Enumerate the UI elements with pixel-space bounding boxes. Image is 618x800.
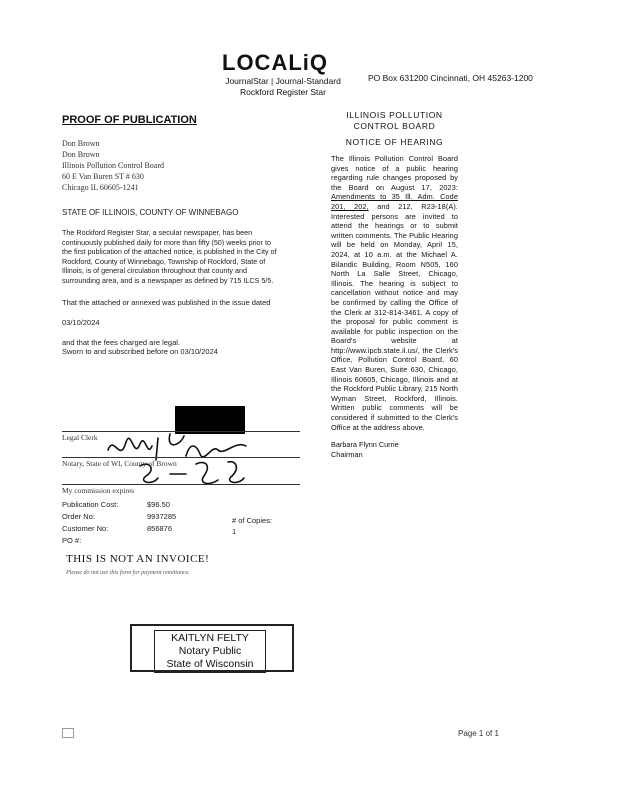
- order-no-value: 9937285: [147, 512, 177, 521]
- notary-label: Notary, State of WI, County of Brown: [62, 459, 177, 468]
- po-box-address: PO Box 631200 Cincinnati, OH 45263-1200: [368, 73, 533, 83]
- clerk-signature-line: [62, 431, 300, 432]
- addressee-line: 60 E Van Buren ST # 630: [62, 172, 144, 181]
- notary-stamp-name: KAITLYN FELTY: [171, 632, 249, 644]
- addressee-block: [62, 138, 164, 193]
- notice-body-part-1: The Illinois Pollution Control Board gives notice of a public hearing regarding rule changes proposed by the Board on August 17, 2023:: [331, 154, 458, 192]
- copies-value: 1: [232, 527, 237, 536]
- company-logo: LOCALiQ: [222, 50, 328, 75]
- document-icon: [62, 728, 74, 738]
- copies-label: # of Copies:: [232, 516, 273, 525]
- po-label: PO #:: [62, 536, 82, 545]
- publications-line-1: JournalStar | Journal-Standard: [225, 76, 341, 86]
- commission-line: [62, 484, 300, 485]
- publication-cost-value: $96.50: [147, 500, 170, 509]
- customer-no-value: 856876: [147, 524, 173, 533]
- addressee-line: Illinois Pollution Control Board: [62, 161, 165, 170]
- proof-title: PROOF OF PUBLICATION: [62, 114, 197, 126]
- notice-amendment-reference: Amendments to 35 Ill. Adm. Code 201, 202,: [331, 192, 458, 211]
- attached-statement: That the attached or annexed was published in the issue dated: [62, 298, 271, 307]
- notice-heading: NOTICE OF HEARING: [345, 137, 444, 147]
- addressee-line: Don Brown: [62, 150, 100, 159]
- notary-stamp-text: [154, 630, 266, 673]
- page-number: Page 1 of 1: [458, 729, 499, 738]
- sworn-statement: Sworn to and subscribed before on 03/10/2024: [62, 347, 218, 356]
- notary-stamp-state: State of Wisconsin: [166, 658, 254, 670]
- publication-cost-label: Publication Cost:: [62, 500, 119, 509]
- addressee-line: Chicago IL 60605-1241: [62, 183, 139, 192]
- notary-stamp: [130, 624, 294, 672]
- issue-date: 03/10/2024: [62, 318, 100, 327]
- notice-body-part-2: and 212, R23-18(A). Interested persons are invited to attend the hearings or to submit written comments. The Public Hearing will be held on Monday, April 15, 2024, at 10 a.m. at the Michael A. Bilandic Building, Room N505, 160 North La Salle Street, Chicago, Illinois. The hearing is subject to cancellation without notice and may be confirmed by calling the Office of the Clerk at 312-814-3461. A copy of the proposal for public comment is available for public inspection on the Board's website at http://www.ipcb.state.il.us/, the Clerk's Office, Pollution Control Board, 60 East Van Buren, Suite 630, Chicago, Illinois 60605, Chicago, Illinois and at the Rockford Public Library, 215 North Wyman Street, Rockford, Illinois. Written public comments will be considered if submitted to the Clerk's Office at the address above.: [331, 201, 458, 432]
- publications-line-2: Rockford Register Star: [240, 87, 326, 97]
- publication-names: [213, 76, 353, 98]
- commission-label: My commission expires: [62, 486, 135, 495]
- customer-no-label: Customer No:: [62, 524, 109, 533]
- order-no-label: Order No:: [62, 512, 95, 521]
- addressee-line: Don Brown: [62, 139, 100, 148]
- legal-clerk-label: Legal Clerk: [62, 433, 98, 442]
- signature-date: 3-7-27: [124, 480, 157, 491]
- notice-agency-line-1: ILLINOIS POLLUTION: [346, 110, 443, 120]
- affidavit-text: The Rockford Register Star, a secular newspaper, has been continuously published daily for more than fifty (50) weeks prior to the first publication of the attached notice, is published in the City of Rockford, County of Winnebago, Township of Rockford, State of Illinois, is of general circulation throughout that county and surrounding area, and is a newspaper as defined by 715 ILCS 5/5.: [62, 228, 277, 285]
- notary-stamp-title: Notary Public: [178, 645, 242, 657]
- notary-signature-line: [62, 457, 300, 458]
- signer-title: Chairman: [331, 449, 363, 459]
- signer-name: Barbara Flynn Currie: [331, 440, 399, 450]
- notice-agency-line-2: CONTROL BOARD: [353, 121, 436, 131]
- fees-statement: and that the fees charged are legal.: [62, 338, 181, 347]
- notice-body: [331, 154, 458, 432]
- invoice-note: Please do not use this form for payment remittance.: [66, 570, 190, 576]
- hearing-notice: [331, 110, 458, 459]
- notice-signer: [331, 440, 458, 459]
- state-county-line: STATE OF ILLINOIS, COUNTY OF WINNEBAGO: [62, 208, 239, 217]
- not-invoice-warning: THIS IS NOT AN INVOICE!: [66, 553, 210, 565]
